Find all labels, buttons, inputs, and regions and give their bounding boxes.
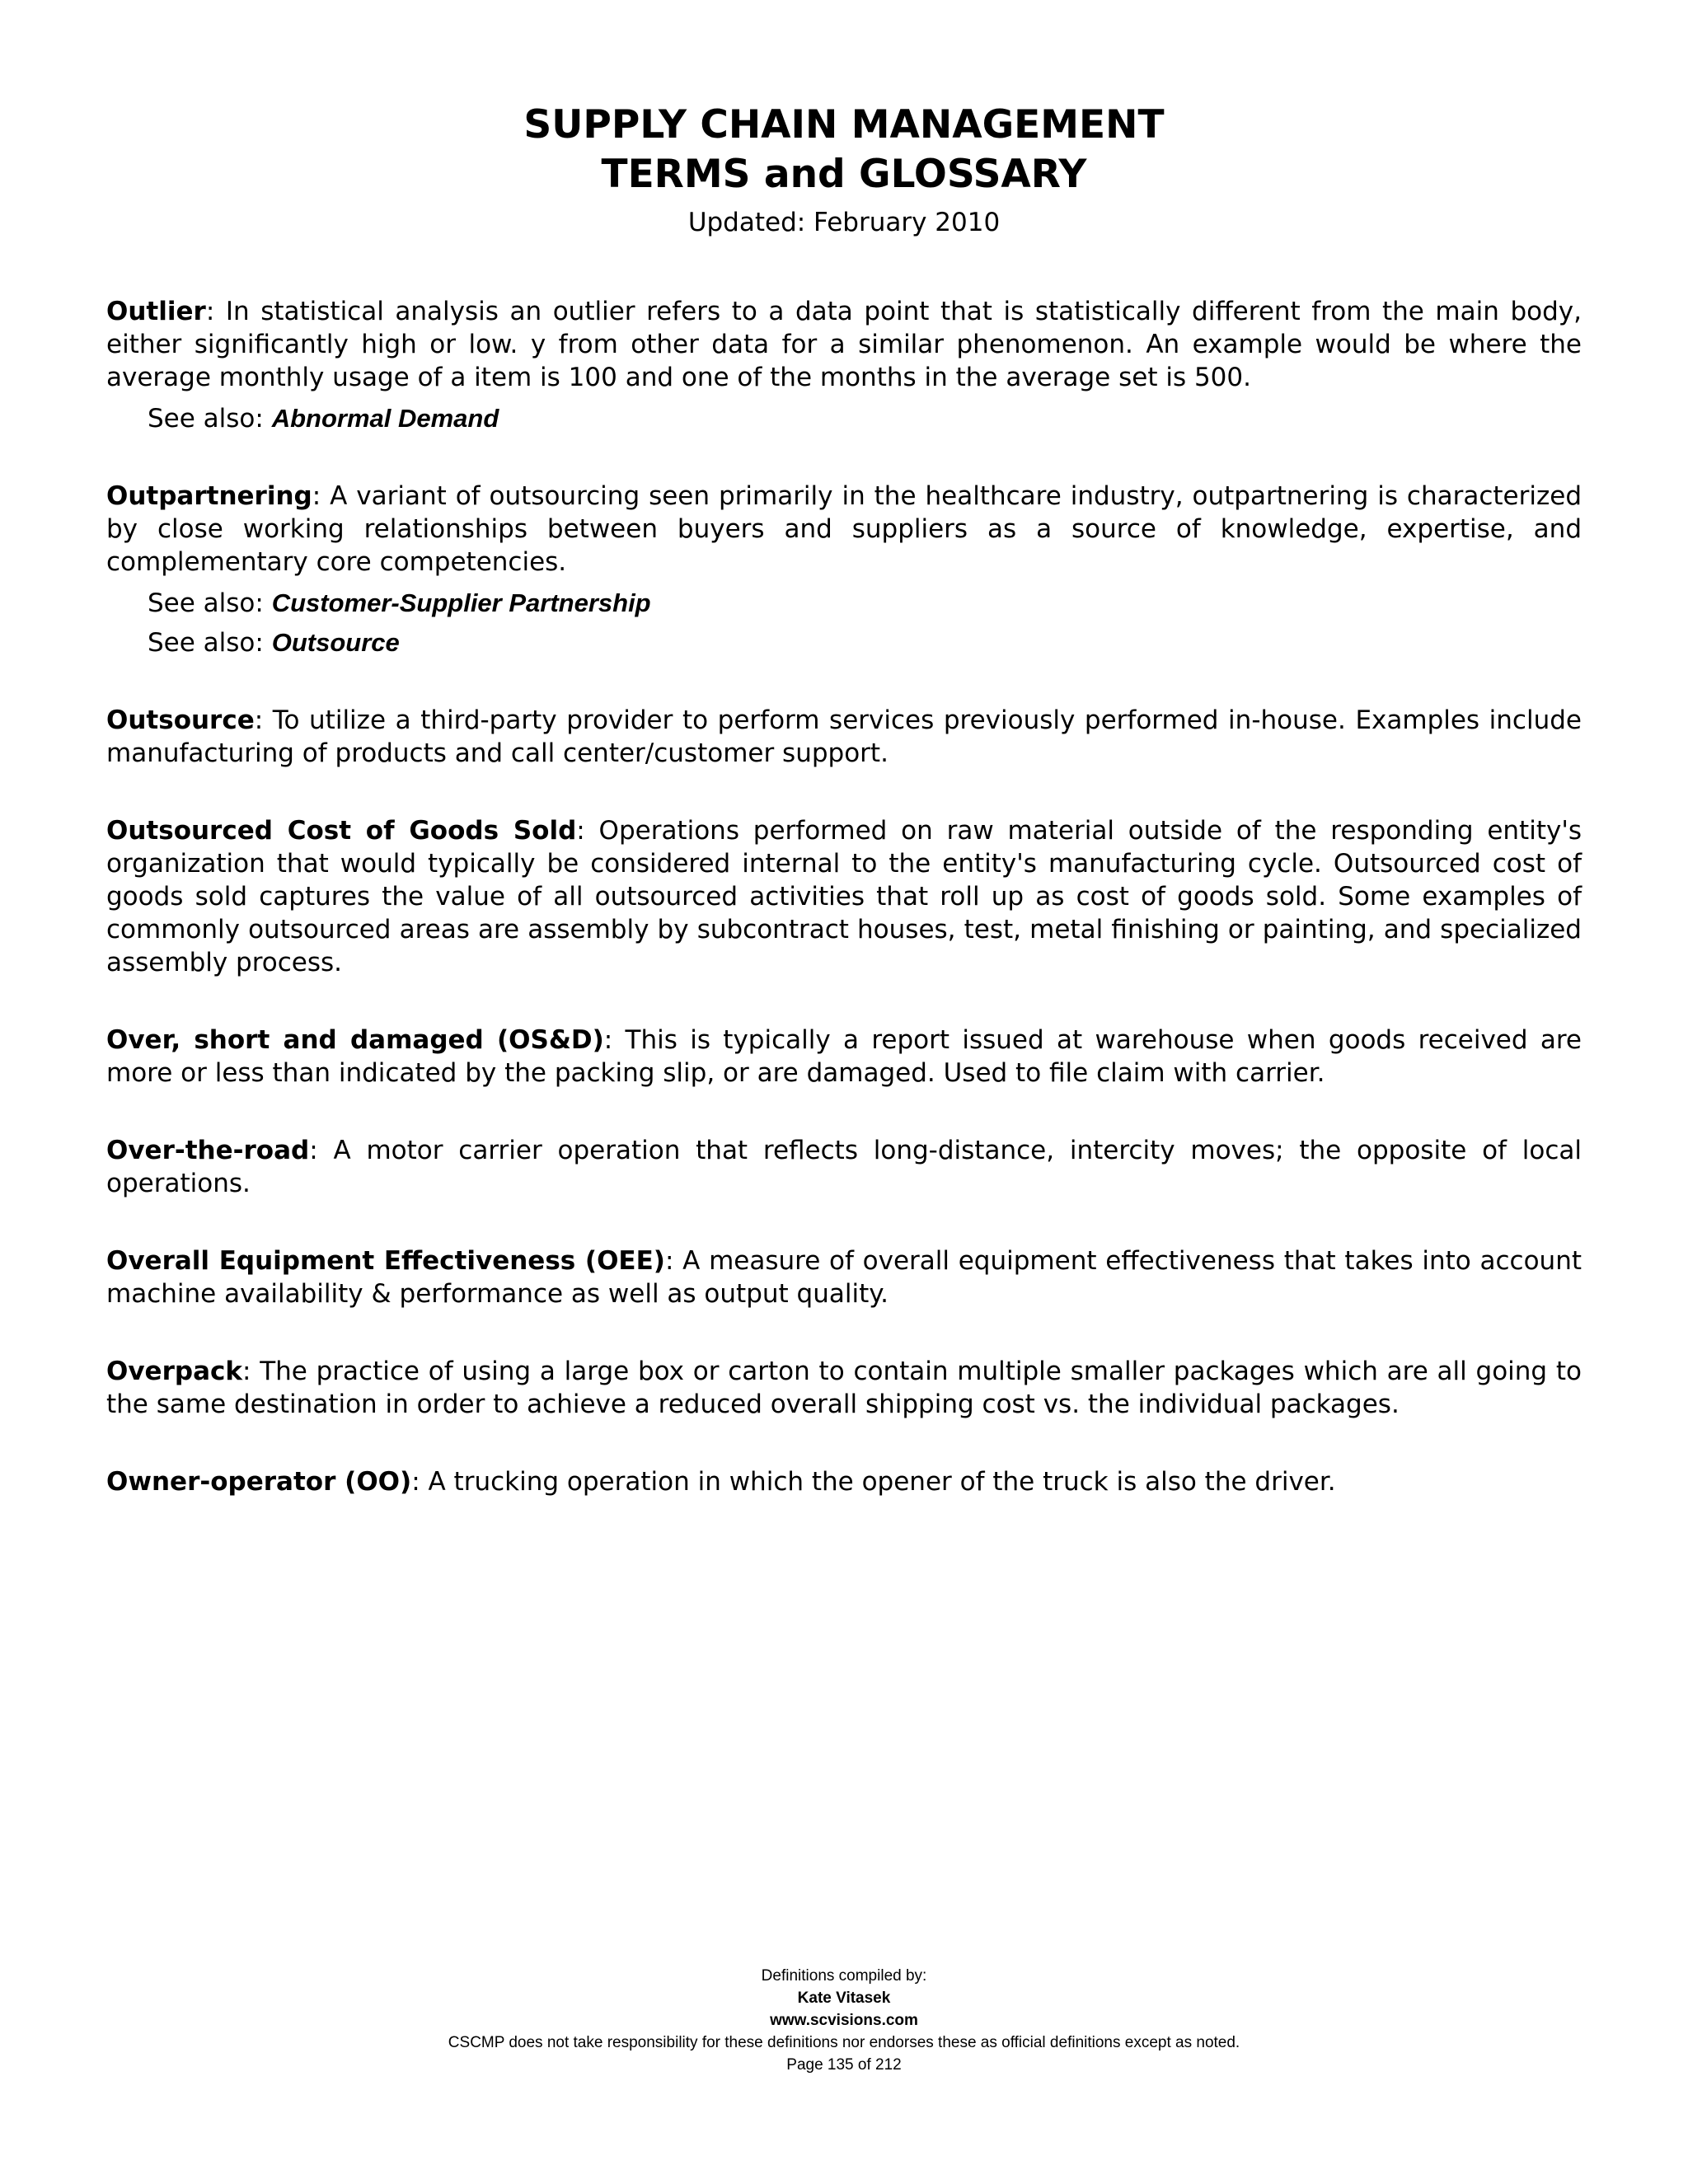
footer-page-number: Page 135 of 212 — [786, 2056, 902, 2074]
entry-definition: : This is typically a report issued at warehouse when goods received are more or less than indicated by the packing slip, or are damaged. Used to file claim with carrier. — [106, 1025, 1582, 1088]
see-also-label: See also: — [148, 588, 272, 618]
see-also-label: See also: — [148, 628, 272, 658]
entry-term: Outlier — [106, 297, 206, 326]
document-page — [106, 0, 1582, 1543]
footer-author: Kate Vitasek — [797, 1990, 891, 2007]
glossary-entry-osd — [106, 1024, 1582, 1090]
entry-definition: : In statistical analysis an outlier refers to a data point that is statistically different from the main body, either significantly high or low. y from other data for a similar phenomenon. An example would be where the average monthly usage of a item is 100 and one of the months in the average set is 500. — [106, 297, 1582, 392]
entry-definition: : The practice of using a large box or carton to contain multiple smaller packages which are all going to the same destination in order to achieve a reduced overall shipping cost vs. the individual packages. — [106, 1357, 1582, 1419]
entry-term: Owner-operator (OO) — [106, 1467, 412, 1497]
page-title-line2: TERMS and GLOSSARY — [601, 152, 1087, 197]
glossary-entry-over-the-road — [106, 1134, 1582, 1200]
entry-definition: : A measure of overall equipment effectiveness that takes into account machine availability & performance as well as output quality. — [106, 1246, 1582, 1309]
see-also-link[interactable]: Customer-Supplier Partnership — [271, 588, 651, 617]
page-title-line1: SUPPLY CHAIN MANAGEMENT — [523, 102, 1165, 148]
see-also-label: See also: — [148, 404, 272, 434]
see-also — [148, 402, 1582, 435]
glossary-entry-outpartnering — [106, 480, 1582, 659]
entry-definition: : Operations performed on raw material outside of the responding entity's organization that would typically be considered internal to the entity's manufacturing cycle. Outsourced cost of goods sold captures the value of all outsourced activities that roll up as cost of goods sold. Some examples of commonly outsourced areas are assembly by subcontract houses, test, metal finishing or painting, and specialized assembly process. — [106, 816, 1582, 977]
entry-term: Outsource — [106, 705, 255, 735]
see-also-link[interactable]: Abnormal Demand — [271, 404, 499, 433]
entry-definition: : A variant of outsourcing seen primarily in the healthcare industry, outpartnering is characterized by close working relationships between buyers and suppliers as a source of knowledge, expertise, and complementary core competencies. — [106, 481, 1582, 577]
glossary-entries — [106, 295, 1582, 1498]
glossary-entry-outsourced-cogs — [106, 814, 1582, 979]
entry-term: Overpack — [106, 1357, 242, 1386]
footer-disclaimer: CSCMP does not take responsibility for these definitions nor endorses these as official definitions except as noted. — [448, 2034, 1240, 2051]
entry-term: Over, short and damaged (OS&D) — [106, 1025, 604, 1055]
entry-term: Overall Equipment Effectiveness (OEE) — [106, 1246, 665, 1276]
glossary-entry-outsource — [106, 704, 1582, 770]
see-also — [148, 626, 1582, 659]
entry-definition: : To utilize a third-party provider to perform services previously performed in-house. Examples include manufacturing of products and call center/customer support. — [106, 705, 1582, 768]
glossary-entry-oee — [106, 1244, 1582, 1310]
glossary-entry-outlier — [106, 295, 1582, 435]
see-also-link[interactable]: Outsource — [271, 628, 400, 657]
document-header — [106, 0, 1582, 239]
entry-definition: : A trucking operation in which the opener of the truck is also the driver. — [411, 1467, 1336, 1497]
entry-term: Outsourced Cost of Goods Sold — [106, 816, 577, 846]
entry-term: Over-the-road — [106, 1136, 310, 1165]
see-also — [148, 587, 1582, 620]
footer-website[interactable]: www.scvisions.com — [770, 2012, 918, 2029]
glossary-entry-overpack — [106, 1355, 1582, 1421]
page-footer — [0, 1965, 1688, 2076]
entry-definition: : A motor carrier operation that reflects long-distance, intercity moves; the opposite of local operations. — [106, 1136, 1582, 1198]
glossary-entry-owner-operator — [106, 1465, 1582, 1498]
footer-compiled-by: Definitions compiled by: — [761, 1967, 927, 1985]
updated-date: Updated: February 2010 — [687, 208, 1001, 237]
entry-term: Outpartnering — [106, 481, 312, 511]
